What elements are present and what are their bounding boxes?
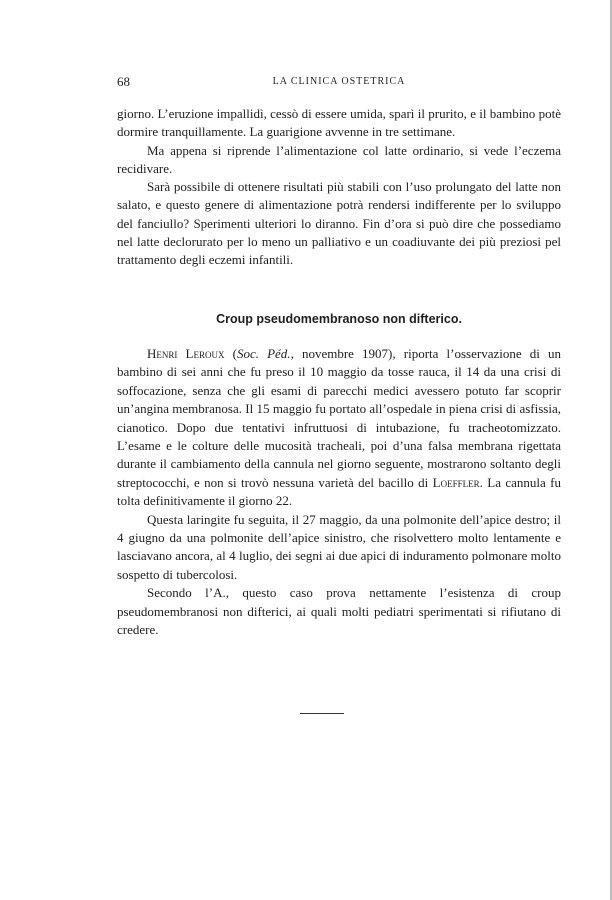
author-name: Henri Leroux <box>147 346 225 361</box>
paragraph: giorno. L’eruzione impallidì, cessò di essere umida, sparì il prurito, e il bambino potè dormire tranquillamente. La guarigione avvenne in tre settimane. <box>117 106 561 140</box>
paragraph: Ma appena si riprende l’alimentazione col latte ordinario, si vede l’eczema recidivare. <box>117 142 561 176</box>
paragraph: Secondo l’A., questo caso prova nettamente l’esistenza di croup pseudomembranosi non difterici, ai quali molti pediatri sperimentati si rifiutano di credere. <box>117 585 561 638</box>
paragraph-text: , novembre 1907), riporta l’osservazione di un bambino di sei anni che fu preso il 10 maggio da tosse rauca, il 14 da una crisi di soffocazione, senza che gli esami di parecchi medici avessero potuto far scoprir un’angina membranosa. Il 15 maggio fu portato all’ospedale in piena crisi di asfissia, cianotico. Dopo due tentativi infruttuosi di intubazione, fu tracheotomizzato. L’esame e le colture delle mucosità tracheali, poi d’una falsa membrana rigettata durante il cambiamento della cannula nel giorno seguente, mostrarono soltanto degli streptococchi, e non si trovò nessuna varietà del bacillo di <box>117 346 562 490</box>
paragraph <box>117 345 561 511</box>
intro-text <box>117 105 561 270</box>
running-title: LA CLINICA OSTETRICA <box>272 76 406 87</box>
page-header <box>117 74 561 94</box>
bacillus-name: Loeffler <box>432 474 480 490</box>
source-journal: Soc. Péd. <box>236 346 291 361</box>
paragraph: Questa laringite fu seguita, il 27 maggio, da una polmonite dell’apice destro; il 4 giugno da una polmonite dell’apice sinistro, che risolvettero molto lentamente e lasciavano ancora, al 4 luglio, dei segni ai due apici di induramento polmonare molto sospetto di tubercolosi. <box>117 511 561 582</box>
paragraph-text: . La cannula fu tolta definitivamente il giorno 22. <box>117 474 561 509</box>
article-body <box>117 345 561 640</box>
section-title: Croup pseudomembranoso non difterico. <box>216 312 462 326</box>
end-rule-divider <box>300 713 344 714</box>
page-number: 68 <box>117 74 130 89</box>
source-open: ( <box>224 346 237 361</box>
paragraph: Sarà possibile di ottenere risultati più stabili con l’uso prolungato del latte non salato, e questo genere di alimentazione potrà rendersi indifferente per lo sviluppo del fanciullo? Sperimenti ulteriori lo diranno. Fin d’ora si può dire che possediamo nel latte declorurato per lo meno un palliativo e un coadiuvante dei più preziosi pel trattamento degli eczemi infantili. <box>117 179 561 268</box>
